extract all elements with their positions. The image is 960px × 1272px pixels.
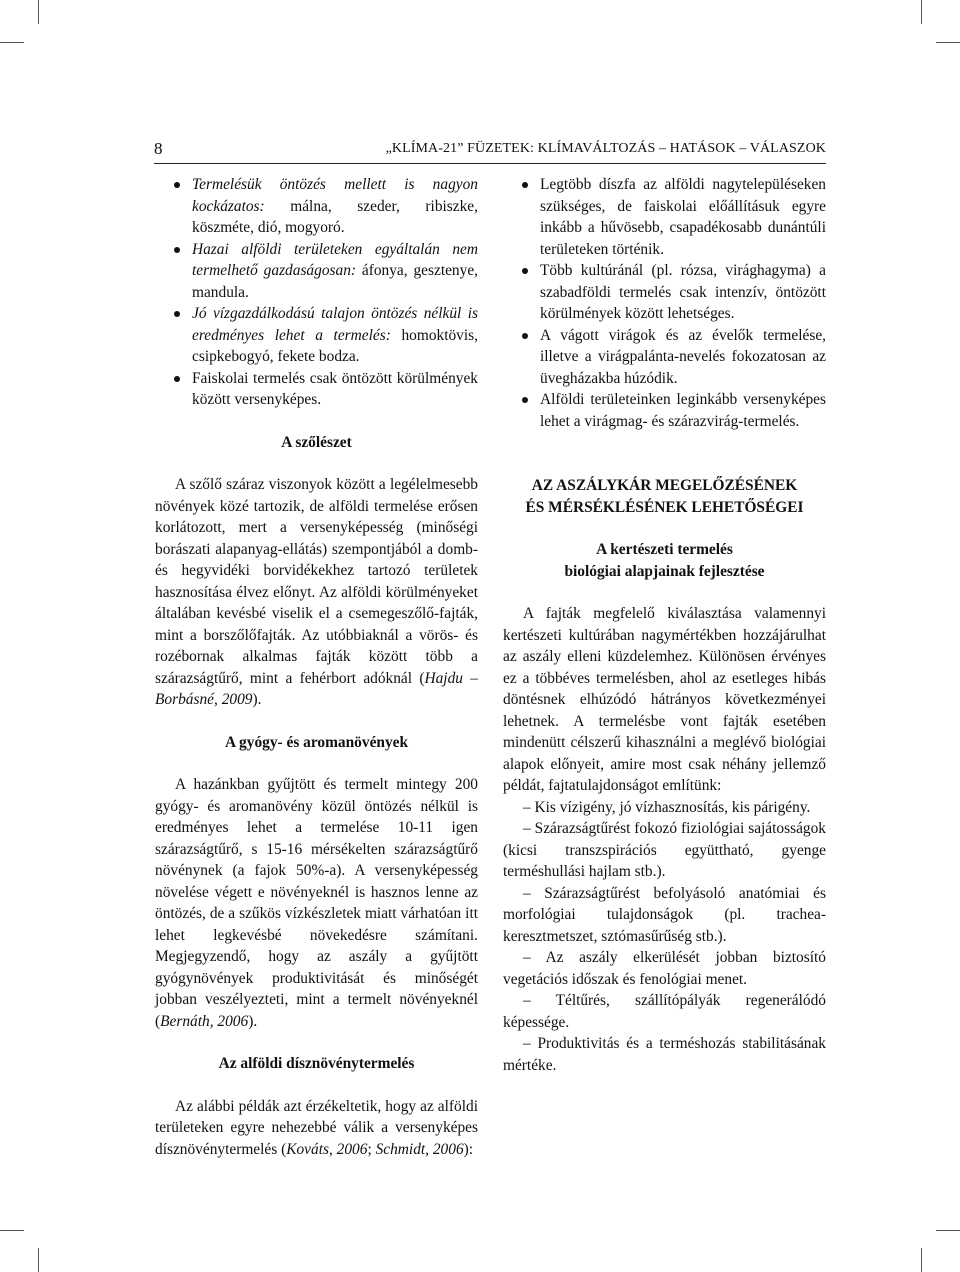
crop-mark (936, 42, 960, 43)
bullet-emphasis: Jó vízgazdálkodású talajon öntözés nélkül is eredményes lehet a termelés: (192, 305, 478, 344)
bullet-icon (174, 376, 180, 382)
section-title-viticulture: A szőlészet (281, 433, 352, 451)
bullet-text: Faiskolai termelés csak öntözött körülmények között versenyképes. (192, 369, 478, 408)
bullet-icon (174, 311, 180, 317)
dash-list-item: – Téltűrés, szállítópályák regenerálódó képessége. (503, 992, 826, 1031)
bullet-emphasis: Termelésük öntözés mellett is nagyon kockázatos: (192, 176, 478, 215)
crop-mark (0, 42, 24, 43)
bullet-icon (174, 182, 180, 188)
paragraph-ornamentals (155, 1096, 478, 1161)
section-title-ornamentals: Az alföldi dísznövénytermelés (218, 1055, 415, 1072)
paragraph-end: ). (252, 691, 262, 708)
list-item (155, 368, 478, 411)
list-item (155, 174, 478, 239)
bullet-text: málna, szeder, ribiszke, köszméte, dió, mogyoró. (192, 197, 478, 236)
bullet-icon (522, 268, 528, 274)
bullet-text: Alföldi területeinken leginkább versenyképes lehet a virágmag- és szárazvirág-termelés. (540, 391, 826, 430)
paragraph-end: ): (463, 1140, 474, 1158)
running-title: „KLÍMA-21” FÜZETEK: KLÍMAVÁLTOZÁS – HATÁSOK – VÁLASZOK (385, 141, 826, 156)
left-column (155, 174, 478, 1160)
chapter-title-line: AZ ASZÁLYKÁR MEGELŐZÉSÉNEK (531, 477, 798, 494)
crop-mark (921, 1248, 922, 1272)
subsection-title-line: biológiai alapjainak fejlesztése (564, 562, 765, 580)
list-item (155, 303, 478, 368)
list-item (503, 325, 826, 390)
right-bullet-list (503, 174, 826, 432)
section-title-herbs: A gyógy- és aromanövények (224, 733, 409, 751)
chapter-title-line: ÉS MÉRSÉKLÉSÉNEK LEHETŐSÉGEI (525, 498, 804, 516)
bullet-text: Legtöbb díszfa az alföldi nagytelepüléseken szükséges, de faiskolai előállításuk egyre inkább a hűvösebb, csapadékosabb dunántúli területeken történik. (540, 176, 826, 258)
paragraph-herbs (155, 774, 478, 1032)
paragraph-text: A szőlő száraz viszonyok között a legélelmesebb növények közé tartozik, de alföldi termelése erősen korlátozott, mert a versenyképesség (minőségi borászati alapanyag-ellátás) szempontjából a domb- és hegyvidéki borvidékekhez tartozó területek hasznosítása élvez előnyt. Az alföldi körülményeket általában kevésbé viselik el a csemegeszőlő-fajták, mint a borszőlőfajták. Az utóbbiaknál a vörös- és rozébornak alkalmas fajták között több a szárazságtűrő, mint a fehérbort adóknál ( (155, 476, 478, 687)
page-header (154, 139, 826, 164)
bullet-icon (522, 333, 528, 339)
crop-mark (921, 0, 922, 24)
list-item (503, 389, 826, 432)
page-number: 8 (154, 139, 163, 158)
citation-separator: ; (367, 1140, 376, 1158)
crop-mark (38, 1248, 39, 1272)
crop-mark (936, 1230, 960, 1231)
paragraph-viticulture (155, 474, 478, 711)
chapter-title (503, 475, 826, 518)
dash-list-item: – Az aszály elkerülését jobban biztosító vegetációs időszak és fenológiai menet. (503, 949, 826, 988)
bullet-emphasis: Hazai alföldi területeken egyáltalán nem termelhető gazdaságosan: (192, 240, 478, 279)
right-column (503, 174, 826, 1076)
dash-list-item: – Szárazságtűrést befolyásoló anatómiai és morfológiai tulajdonságok (pl. trachea-keresztmetszet, sztómasűrűség stb.). (503, 884, 826, 945)
list-item (503, 174, 826, 260)
citation: Bernáth, 2006 (160, 1012, 249, 1030)
subsection-title-line: A kertészeti termelés (596, 541, 733, 558)
paragraph-intro: A fajták megfelelő kiválasztása valamennyi kertészeti kultúrában nagymértékben hozzájárulhat az aszály elleni küzdelemhez. Különösen érvényes ez a többéves termelésben, ahol az esetleges hibás döntésnek elhúzódó hátrányos következményei lehetnek. A termelésbe vont fajták esetében mindenütt célszerű kihasználni a meglévő biológiai alapok előnyeit, amire most csak néhány jellemző példát, fajtatulajdonságot említünk: (503, 605, 826, 794)
paragraph-text: Az alábbi példák azt érzékeltetik, hogy az alföldi területeken egyre nehezebbé válik a versenyképes dísznövénytermelés ( (155, 1097, 478, 1158)
paragraph-end: ). (248, 1012, 258, 1030)
bullet-icon (522, 182, 528, 188)
crop-mark (38, 0, 39, 24)
dash-list-item: – Szárazságtűrést fokozó fiziológiai sajátosságok (kicsi transzspirációs együttható, gyenge terméshullási hajlam stb.). (503, 820, 826, 880)
left-bullet-list (155, 174, 478, 411)
bullet-text: Több kultúránál (pl. rózsa, virághagyma) a szabadföldi termelés csak intenzív, öntözött körülmények között lehetséges. (540, 262, 826, 322)
bullet-text: A vágott virágok és az évelők termelése, illetve a virágpalánta-nevelés fokozatosan az üvegházakba húzódik. (540, 326, 826, 387)
bullet-icon (522, 397, 528, 403)
citation: Kováts, 2006 (286, 1140, 368, 1158)
list-item (503, 260, 826, 325)
crop-mark (0, 1230, 24, 1231)
bullet-text: áfonya, gesztenye, mandula. (192, 262, 478, 301)
subsection-title (503, 539, 826, 582)
dash-list-item: – Produktivitás és a terméshozás stabilitásának mértéke. (503, 1035, 826, 1074)
bullet-icon (174, 247, 180, 253)
dash-list-item: – Kis vízigény, jó vízhasznosítás, kis párigény. (523, 798, 811, 816)
citation: Schmidt, 2006 (375, 1140, 464, 1158)
bullet-text: homoktövis, csipkebogyó, fekete bodza. (192, 326, 478, 365)
citation: Hajdu – Borbásné, 2009 (155, 669, 478, 708)
paragraph-text: A hazánkban gyűjtött és termelt mintegy 200 gyógy- és aromanövény közül öntözés nélkül is eredményes lehet a termelése 10-11 igen szárazságtűrő, s 15-16 mérsékelten szárazságtűrő növénynek (a fajok 50%-a). A versenyképesség növelése végett e növényeknél is hasznos lenne az öntözés, de a szűkös vízkészletek miatt várhatóan itt lehet legkevésbé növekedésre számítani. Megjegyzendő, hogy az aszály a gyűjtött gyógynövények produktivitását és minőségét jobban veszélyezteti, mint a termelt növényeknél ( (155, 776, 478, 1030)
list-item (155, 239, 478, 304)
